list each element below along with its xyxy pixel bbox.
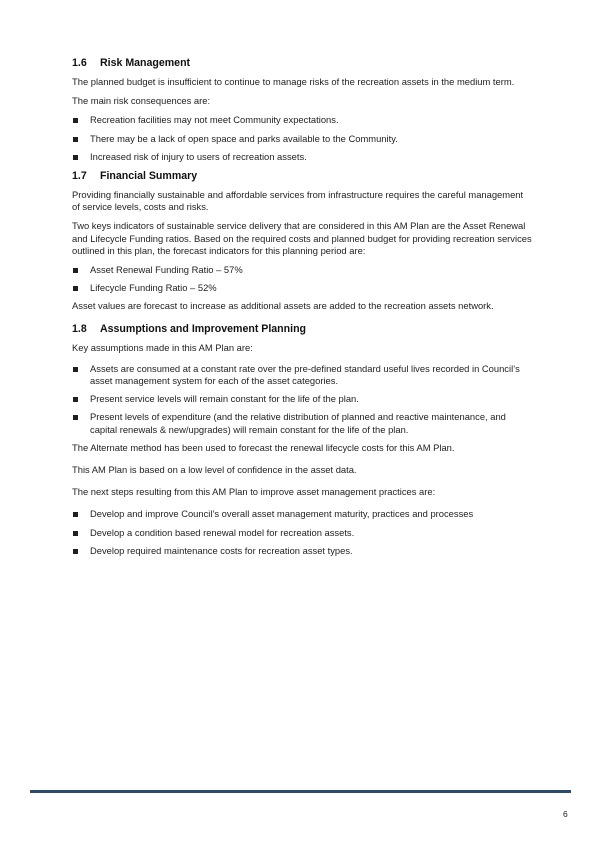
section-risk-management — [72, 56, 532, 163]
paragraph: Providing financially sustainable and affordable services from infrastructure requires the careful management of service levels, costs and risks. — [72, 189, 524, 213]
section-heading — [72, 322, 532, 336]
paragraph: The next steps resulting from this AM Plan to improve asset management practices are: — [72, 486, 436, 498]
list-item: Increased risk of injury to users of recreation assets. — [72, 151, 532, 163]
square-bullet-icon — [73, 549, 78, 554]
list-item: Assets are consumed at a constant rate over the pre-defined standard useful lives recorded in Council’s asset management system for each of the asset categories. — [72, 363, 532, 387]
list-item: Develop required maintenance costs for recreation asset types. — [72, 545, 532, 557]
document-body — [72, 56, 532, 563]
list-item: Develop and improve Council’s overall asset management maturity, practices and processes — [72, 508, 532, 520]
list-item: Lifecycle Funding Ratio – 52% — [72, 282, 532, 294]
square-bullet-icon — [73, 512, 78, 517]
square-bullet-icon — [73, 286, 78, 291]
list-item: Present levels of expenditure (and the relative distribution of planned and reactive maintenance, and capital renewals & new/upgrades) will remain constant for the life of the plan. — [72, 411, 532, 435]
section-number: 1.6 — [72, 57, 87, 69]
bullet-list — [72, 264, 532, 294]
paragraph: The Alternate method has been used to forecast the renewal lifecycle costs for this AM Plan. — [72, 441, 455, 453]
square-bullet-icon — [73, 415, 78, 420]
section-assumptions-improvement — [72, 322, 532, 557]
bullet-list — [72, 363, 532, 436]
list-item: Present service levels will remain constant for the life of the plan. — [72, 393, 532, 405]
list-item: There may be a lack of open space and parks available to the Community. — [72, 133, 532, 145]
paragraph: Two keys indicators of sustainable service delivery that are considered in this AM Plan are the Asset Renewal and Lifecycle Funding ratios. Based on the required costs and planned budget for providing recreation services outlined in this plan, the forecast indicators for this planning period are: — [72, 220, 532, 256]
list-item: Develop a condition based renewal model for recreation assets. — [72, 527, 532, 539]
square-bullet-icon — [73, 268, 78, 273]
footer-divider — [30, 790, 571, 793]
section-title: Financial Summary — [100, 170, 198, 183]
square-bullet-icon — [73, 137, 78, 142]
section-title: Assumptions and Improvement Planning — [100, 322, 307, 335]
section-heading — [72, 56, 532, 70]
square-bullet-icon — [73, 155, 78, 160]
square-bullet-icon — [73, 118, 78, 123]
section-title: Risk Management — [100, 57, 191, 69]
list-item: Asset Renewal Funding Ratio – 57% — [72, 264, 532, 276]
paragraph: This AM Plan is based on a low level of confidence in the asset data. — [72, 464, 357, 476]
bullet-list — [72, 114, 532, 163]
section-heading — [72, 169, 532, 183]
section-number: 1.8 — [72, 322, 87, 335]
section-number: 1.7 — [72, 170, 87, 183]
square-bullet-icon — [73, 531, 78, 536]
paragraph: The planned budget is insufficient to continue to manage risks of the recreation assets in the medium term. — [72, 76, 515, 87]
page-number: 6 — [563, 809, 568, 819]
paragraph: Asset values are forecast to increase as additional assets are added to the recreation assets network. — [72, 300, 494, 312]
section-financial-summary — [72, 169, 532, 313]
list-item: Recreation facilities may not meet Community expectations. — [72, 114, 532, 126]
bullet-list — [72, 508, 532, 557]
paragraph: The main risk consequences are: — [72, 95, 211, 107]
paragraph: Key assumptions made in this AM Plan are: — [72, 341, 253, 353]
square-bullet-icon — [73, 397, 78, 402]
square-bullet-icon — [73, 367, 78, 372]
